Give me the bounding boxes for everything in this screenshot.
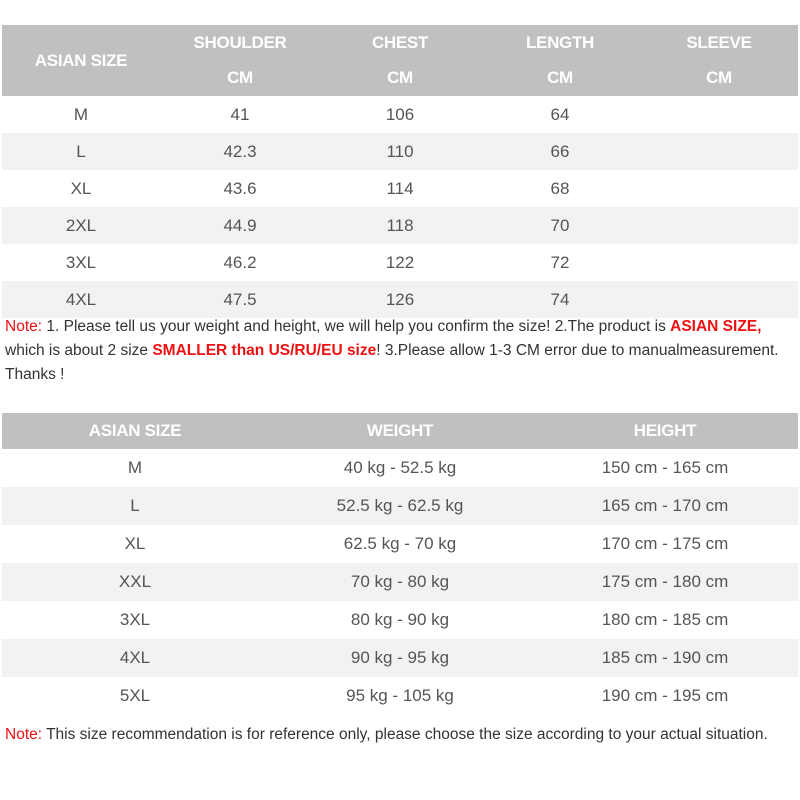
table-row: [2, 449, 798, 487]
chest-cell: 110: [386, 141, 414, 161]
table-header: [2, 25, 798, 96]
smaller-size-highlight: SMALLER than US/RU/EU size: [152, 342, 377, 359]
note-label: Note:: [5, 318, 43, 335]
size-cell: 5XL: [119, 686, 151, 705]
table-row: [2, 244, 798, 281]
table-row: [2, 281, 798, 318]
size-cell: XL: [124, 534, 146, 553]
table-header: [2, 413, 798, 449]
header-length: LENGTH CM: [525, 33, 595, 87]
chest-cell: 118: [386, 215, 414, 235]
header-sleeve: SLEEVE CM: [686, 33, 752, 87]
table-row: [2, 96, 798, 133]
table-row: [2, 133, 798, 170]
size-cell: 3XL: [119, 610, 151, 629]
table-row: [2, 563, 798, 601]
shoulder-cell: 47.5: [223, 289, 257, 309]
height-cell: 150 cm - 165 cm: [601, 458, 729, 477]
size-cell: 3XL: [65, 252, 97, 272]
height-cell: 185 cm - 190 cm: [601, 648, 729, 667]
shoulder-cell: 46.2: [223, 252, 257, 272]
table-row: [2, 639, 798, 677]
height-cell: 170 cm - 175 cm: [601, 534, 729, 553]
table-row: [2, 601, 798, 639]
chest-cell: 114: [386, 178, 414, 198]
shoulder-cell: 41: [230, 104, 250, 124]
height-cell: 175 cm - 180 cm: [601, 572, 729, 591]
size-cell: 4XL: [119, 648, 151, 667]
shoulder-cell: 43.6: [223, 178, 257, 198]
size-recommendation-table: [2, 413, 798, 715]
size-cell: M: [127, 458, 143, 477]
reference-note: Note: This size recommendation is for reference only, please choose the size according to your actual situation.: [5, 726, 768, 743]
weight-cell: 95 kg - 105 kg: [346, 686, 454, 705]
shoulder-cell: 44.9: [223, 215, 257, 235]
asian-size-highlight: ASIAN SIZE,: [670, 318, 762, 335]
header-chest: CHEST CM: [371, 33, 429, 87]
size-cell: L: [76, 141, 86, 161]
weight-cell: 70 kg - 80 kg: [350, 572, 450, 591]
height-cell: 180 cm - 185 cm: [601, 610, 729, 629]
height-cell: 165 cm - 170 cm: [601, 496, 729, 515]
table-row: [2, 487, 798, 525]
header-weight: WEIGHT: [366, 421, 434, 440]
header-asian-size: ASIAN SIZE: [34, 50, 128, 70]
size-cell: XXL: [118, 572, 152, 591]
weight-cell: 40 kg - 52.5 kg: [343, 458, 457, 477]
length-cell: 72: [550, 252, 570, 272]
length-cell: 68: [550, 178, 570, 198]
note-label: Note:: [5, 726, 43, 743]
table-row: [2, 525, 798, 563]
length-cell: 64: [550, 104, 570, 124]
table-row: [2, 207, 798, 244]
length-cell: 70: [550, 215, 570, 235]
size-cell: 4XL: [65, 289, 97, 309]
chest-cell: 106: [385, 104, 415, 124]
length-cell: 74: [550, 289, 570, 309]
chest-cell: 126: [385, 289, 415, 309]
size-cell: M: [73, 104, 89, 124]
header-shoulder: SHOULDER CM: [193, 33, 287, 87]
height-cell: 190 cm - 195 cm: [601, 686, 729, 705]
size-note: Note: 1. Please tell us your weight and height, we will help you confirm the size! 2.The product is ASIAN SIZE, which is about 2 size SMALLER than US/RU/EU size! 3.Please allow 1-3 CM error due to manualmeasurement. Thanks !: [5, 318, 779, 383]
shoulder-cell: 42.3: [223, 141, 257, 161]
weight-cell: 80 kg - 90 kg: [350, 610, 450, 629]
size-cell: L: [130, 496, 140, 515]
header-asian-size: ASIAN SIZE: [88, 421, 182, 440]
table-row: [2, 677, 798, 715]
chest-cell: 122: [385, 252, 415, 272]
length-cell: 66: [550, 141, 570, 161]
weight-cell: 90 kg - 95 kg: [350, 648, 450, 667]
header-height: HEIGHT: [633, 421, 697, 440]
weight-cell: 62.5 kg - 70 kg: [343, 534, 457, 553]
size-cell: 2XL: [65, 215, 97, 235]
size-cell: XL: [70, 178, 92, 198]
weight-cell: 52.5 kg - 62.5 kg: [336, 496, 464, 515]
size-measurement-table: [2, 25, 798, 318]
table-row: [2, 170, 798, 207]
